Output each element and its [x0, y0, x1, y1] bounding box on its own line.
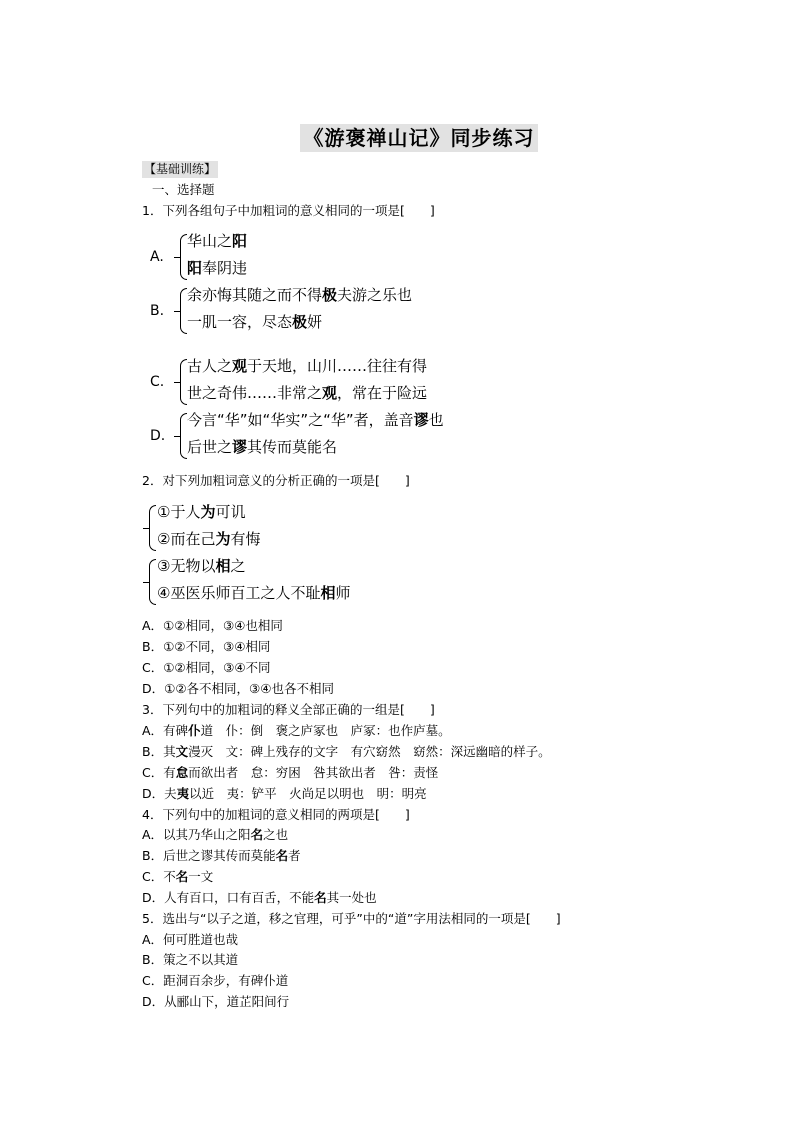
brace-icon	[180, 413, 187, 459]
q5-choice-a: A．何可胜道也哉	[142, 932, 239, 947]
q1-option-a-label: A.	[150, 249, 164, 265]
section-tag: 【基础训练】	[144, 162, 217, 176]
brace-icon	[180, 234, 187, 280]
q3-option-c: C．有怠而欲出者 怠：穷困 咎其欲出者 咎：责怪	[142, 765, 439, 780]
q3-option-b: B．其文漫灭 文：碑上残存的文字 有穴窈然 窈然：深远幽暗的样子。	[142, 744, 551, 759]
q5-choice-d: D．从郦山下，道芷阳间行	[142, 994, 290, 1009]
question-1-stem: 1．下列各组句子中加粗词的意义相同的一项是[ ]	[142, 203, 435, 218]
brace-icon	[149, 505, 156, 551]
brace-icon	[149, 559, 156, 605]
q2-group-1-line-1: ①于人为可讥	[157, 503, 246, 521]
part-heading: 一、选择题	[152, 182, 215, 197]
q1-option-b-label: B.	[150, 303, 165, 319]
q1-option-d-line-1: 今言“华”如“华实”之“华”者，盖音谬也	[187, 411, 444, 429]
question-4-stem: 4．下列句中的加粗词的意义相同的两项是[ ]	[142, 807, 410, 822]
q2-choice-b: B．①②不同，③④相同	[142, 639, 271, 654]
q1-option-a-line-2: 阳奉阴违	[187, 259, 248, 277]
question-5-stem: 5．选出与“以子之道，移之官理，可乎”中的“道”字用法相同的一项是[ ]	[142, 911, 561, 926]
q4-option-d: D．人有百口，口有百舌，不能名其一处也	[142, 890, 377, 905]
q2-choice-c: C．①②相同，③④不同	[142, 660, 271, 675]
q2-choice-a: A．①②相同，③④也相同	[142, 618, 283, 633]
brace-icon	[180, 288, 187, 334]
q1-option-c-line-1: 古人之观于天地，山川……往往有得	[187, 357, 428, 375]
q1-option-c-line-2: 世之奇伟……非常之观，常在于险远	[187, 384, 428, 402]
q1-option-a-line-1: 华山之阳	[187, 232, 248, 250]
q1-option-b-line-2: 一肌一容，尽态极妍	[187, 313, 323, 331]
q1-option-b-line-1: 余亦悔其随之而不得极夫游之乐也	[187, 286, 413, 304]
q5-choice-b: B．策之不以其道	[142, 952, 239, 967]
q4-option-b: B．后世之谬其传而莫能名者	[142, 848, 301, 863]
q2-choice-d: D．①②各不相同，③④也各不相同	[142, 681, 334, 696]
q4-option-c: C．不名一文	[142, 869, 214, 884]
q1-option-c-label: C.	[150, 374, 165, 390]
q4-option-a: A．以其乃华山之阳名之也	[142, 827, 289, 842]
brace-icon	[180, 359, 187, 405]
q3-option-d: D．夫夷以近 夷：铲平 火尚足以明也 明：明亮	[142, 786, 427, 801]
q2-group-1-line-2: ②而在己为有悔	[157, 530, 261, 548]
question-3-stem: 3．下列句中的加粗词的释义全部正确的一组是[ ]	[142, 702, 435, 717]
q5-choice-c: C．距洞百余步，有碑仆道	[142, 973, 289, 988]
q3-option-a: A．有碑仆道 仆：倒 褒之庐冢也 庐冢：也作庐墓。	[142, 723, 451, 738]
q2-group-2-line-1: ③无物以相之	[157, 557, 246, 575]
q1-option-d-line-2: 后世之谬其传而莫能名	[187, 438, 338, 456]
document-title: 《游褒禅山记》同步练习	[300, 124, 538, 152]
q2-group-2-line-2: ④巫医乐师百工之人不耻相师	[157, 584, 351, 602]
question-2-stem: 2．对下列加粗词意义的分析正确的一项是[ ]	[142, 473, 410, 488]
q1-option-d-label: D.	[150, 428, 166, 444]
